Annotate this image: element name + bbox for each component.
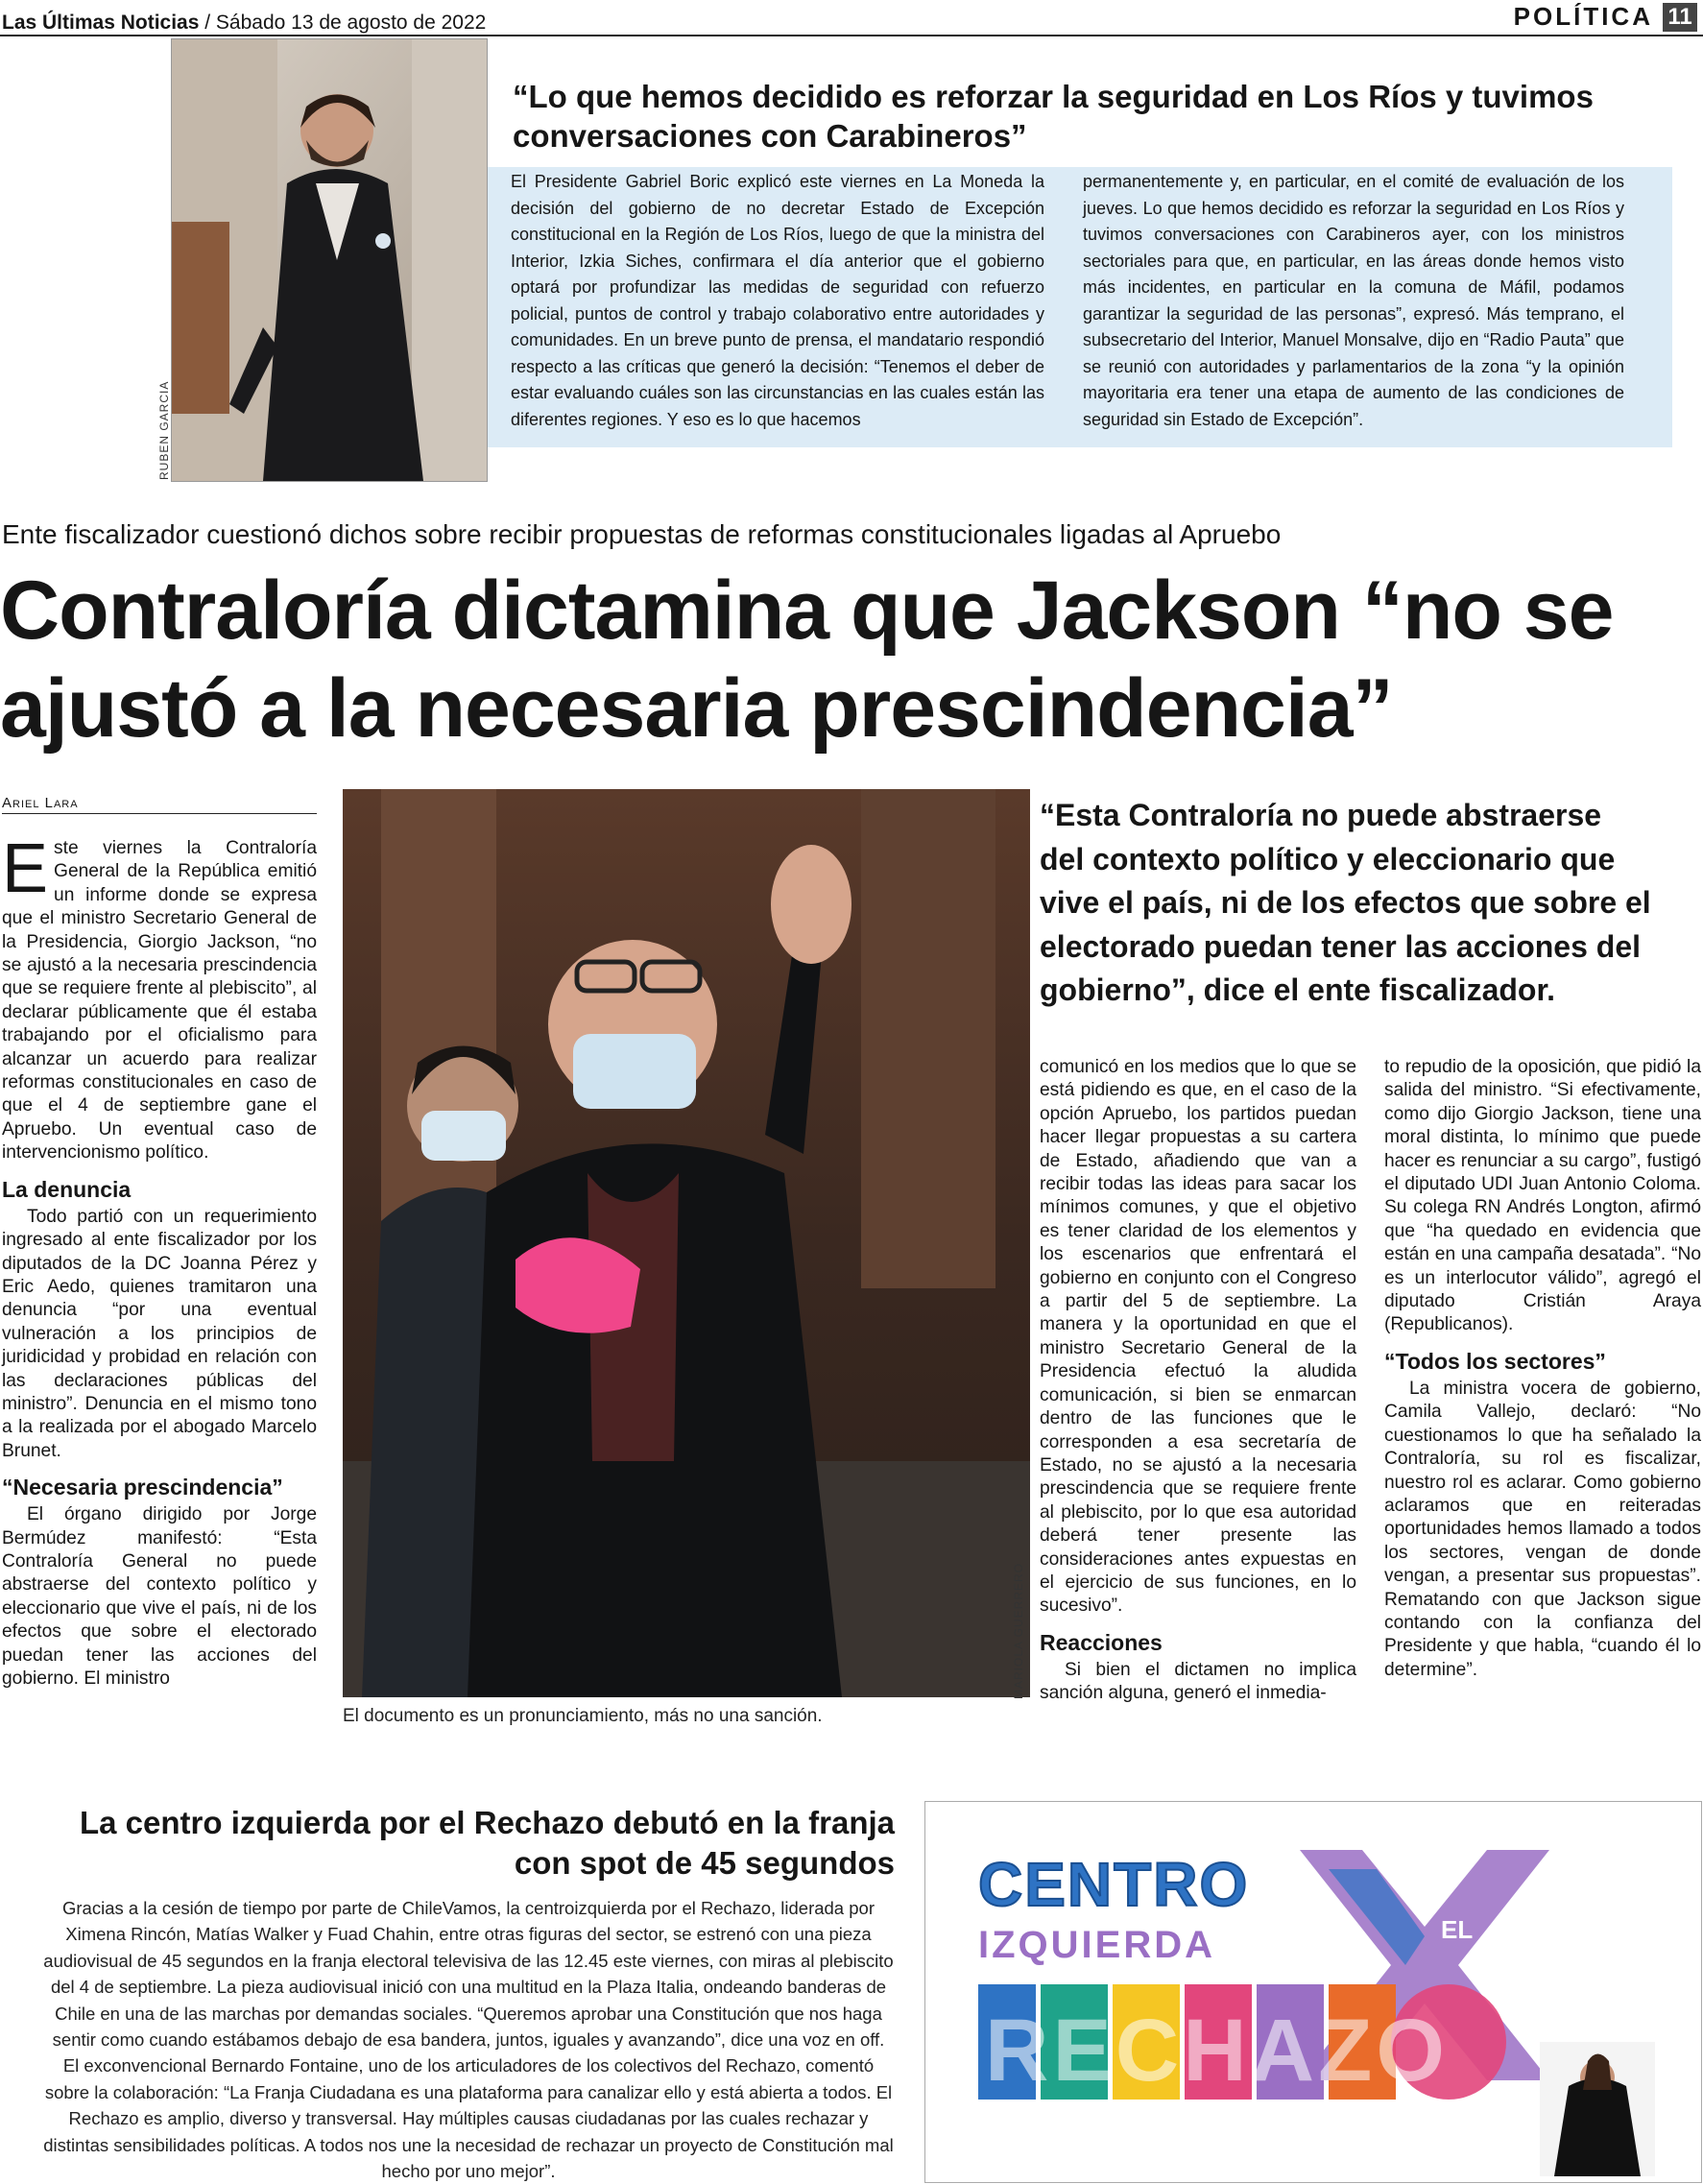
section-name: POLÍTICA (1513, 2, 1653, 31)
paragraph: ste viernes la Contraloría General de la República emitió un informe donde se expresa que el ministro Secretario General de la Presidencia, Giorgio Jackson, “no se ajustó a la necesaria prescindencia que se requiere frente al plebiscito”, al declarar públicamente que él estaba trabajando por el oficialismo para alcanzar un acuerdo para realizar reformas constitucionales en caso de que el 4 de septiembre gane el Apruebo. Un eventual caso de intervencionismo político. (2, 838, 317, 1164)
photo-credit: MARIOLA GUERRERO (1012, 1562, 1025, 1699)
logo-line-3: RECHAZO (985, 2002, 1449, 2100)
top-story-col-2: permanentemente y, en particular, en el comité de evaluación de los jueves. Lo que hemos decidido es reforzar la seguridad en Los Ríos y tuvimos conversaciones con Carabineros ayer, con los ministros sectoriales para que, en particular, en las áreas donde hemos visto más incidentes, en particular en la comuna de Máfil, podamos garantizar la seguridad de las personas”, expresó. Más temprano, el subsecretario del Interior, Manuel Monsalve, dijo en “Radio Pauta” que se reunió con autoridades y parlamentarios de la zona “y la opinión mayoritaria era tener una etapa de aumento de las condiciones de seguridad sin Estado de Excepción”. (1083, 172, 1624, 429)
bottom-story-title: La centro izquierda por el Rechazo debutó en la franja con spot de 45 segundos (80, 1805, 895, 1881)
masthead: Las Últimas Noticias / Sábado 13 de agosto de 2022 (2, 12, 487, 34)
subhead: “Necesaria prescindencia” (2, 1475, 283, 1500)
paragraph: La ministra vocera de gobierno, Camila Vallejo, declaró: “No cuestionamos lo que ha señalado la Contraloría, su rol es fiscalizar, nuestro rol es aclarar. Como gobierno aclaramos que en reiteradas oportunidades hemos llamado a todos los sectores, vengan de donde vengan, a presentar sus propuestas”. Rematando con que Jackson sigue contando con la confianza del Presidente y que habla, “cuando él lo determine”. (1384, 1378, 1701, 1680)
rechazo-ad (924, 1801, 1702, 2183)
photo-caption: El documento es un pronunciamiento, más no una sanción. (343, 1706, 823, 1726)
subhead: “Todos los sectores” (1384, 1348, 1606, 1374)
body-column-3 (1384, 1056, 1701, 1682)
bottom-story-body: Gracias a la cesión de tiempo por parte de ChileVamos, la centroizquierda por el Rechazo, liderada por Ximena Rincón, Matías Walker y Fuad Chahin, entre otras figuras del sector, se estrenó con una pieza audiovisual de 45 segundos en la franja electoral televisiva de las 12.45 este viernes, con miras al plebiscito del 4 de septiembre. La pieza audiovisual inició con una multitud en la Plaza Italia, ondeando banderas de Chile en una de las marchas por demandas sociales. “Queremos aprobar una Constitución que nos haga sentir como cuando estábamos debajo de esa bandera, juntos, iguales y avanzando”, dice una voz en off. El exconvencional Bernardo Fontaine, uno de los articuladores de los colectivos del Rechazo, comentó sobre la colaboración: “La Franja Ciudadana es una plataforma para canalizar ello y está abierta a todos. El Rechazo es amplio, diverso y transversal. Hay múltiples causas ciudadanas por las cuales rechazar y distintas sensibilidades políticas. A todos nos une la necesidad de rechazar un proyecto de Constitución mal hecho por uno mejor”. (43, 1898, 894, 2182)
kicker: Ente fiscalizador cuestionó dichos sobre recibir propuestas de reformas constitucionales ligadas al Apruebo (2, 519, 1282, 549)
logo-x-label: EL (1441, 1915, 1474, 1944)
top-story-title: “Lo que hemos decidido es reforzar la seguridad en Los Ríos y tuvimos conversaciones con Carabineros” (513, 79, 1594, 154)
subhead: La denuncia (2, 1176, 132, 1202)
paragraph: comunicó en los medios que lo que se está pidiendo es que, en el caso de la opción Apruebo, los partidos puedan hacer llegar propuestas a su cartera de Estado, añadiendo que van a recibir todas las ideas para sacar los mínimos comunes, y que el objetivo es tener claridad de los elementos y los escenarios que enfrentará el gobierno en conjunto con el Congreso a partir del 5 de septiembre. La manera y la oportunidad en que el ministro Secretario General de la Presidencia efectuó la aludida comunicación, si bien se enmarcan dentro de las funciones que le corresponden a esa secretaría de Estado, no se ajustó a la necesaria prescindencia que se requiere frente al plebiscito, por lo que esa autoridad deberá tener presente las consideraciones antes expuestas en el ejercicio de sus funciones, en lo sucesivo”. (1040, 1057, 1356, 1617)
rechazo-logo (925, 1802, 1701, 2182)
drop-cap: E (2, 830, 49, 907)
pull-quote: “Esta Contraloría no puede abstraerse del contexto político y eleccionario que vive el país, ni de los efectos que sobre el electorado puedan tener las acciones del gobierno”, dice el ente fiscalizador. (1040, 798, 1651, 1007)
logo-line-2: IZQUIERDA (978, 1924, 1215, 1966)
paragraph: Todo partió con un requerimiento ingresado al ente fiscalizador por los diputados de la DC Joanna Pérez y Eric Aedo, quienes tramitaron una denuncia “por una eventual vulneración a los principios de juridicidad y probidad en relación con las declaraciones públicas del ministro”. Denuncia en el mismo tono a la realizada por el abogado Marcelo Brunet. (2, 1206, 317, 1461)
page-number: 11 (1663, 3, 1697, 32)
body-column-1 (2, 830, 317, 1691)
top-story-box (488, 167, 1672, 447)
issue-date: Sábado 13 de agosto de 2022 (215, 12, 487, 34)
body-column-2 (1040, 1056, 1356, 1706)
paragraph: to repudio de la oposición, que pidió la salida del ministro. “Si efectivamente, como dijo Giorgio Jackson, tiene una moral distinta, lo mínimo que puede hacer es renunciar a su cargo”, fustigó el diputado UDI Juan Antonio Coloma. Su colega RN Andrés Longton, afirmó que “ha quedado en evidencia que están en una campaña desatada”. “No es un interlocutor válido”, agregó el diputado Cristián Araya (Republicanos). (1384, 1057, 1701, 1335)
subhead: Reacciones (1040, 1629, 1163, 1655)
top-story-col-1: El Presidente Gabriel Boric explicó este viernes en La Moneda la decisión del gobierno de no decretar Estado de Excepción constitucional en la Región de Los Ríos, luego de que la ministra del Interior, Izkia Siches, confirmara el día anterior que el gobierno optará por profundizar las medidas de seguridad con refuerzo policial, puntos de control y trabajo colaborativo entre autoridades y comunidades. En un breve punto de prensa, el mandatario respondió respecto a las críticas que generó la decisión: “Tenemos el deber de estar evaluando cuáles son las circunstancias en las cuales están las diferentes regiones. Y eso es lo que hacemos (511, 172, 1044, 429)
jackson-photo (343, 789, 1030, 1697)
byline: Ariel Lara (2, 795, 317, 814)
header-rule (0, 35, 1703, 36)
headline: Contraloría dictamina que Jackson “no se ajustó a la necesaria prescindencia” (0, 564, 1614, 755)
photo-credit: RUBEN GARCIA (157, 380, 171, 480)
paragraph: El órgano dirigido por Jorge Bermúdez manifestó: “Esta Contraloría General no puede abstraerse del contexto político y eleccionario que vive el país, ni de los efectos que sobre el electorado puedan tener las acciones del gobierno. El ministro (2, 1504, 317, 1689)
paragraph: Si bien el dictamen no implica sanción alguna, generó el inmedia- (1040, 1659, 1356, 1704)
paper-name: Las Últimas Noticias (2, 12, 200, 34)
boric-photo (171, 38, 488, 482)
logo-line-1: CENTRO (978, 1850, 1250, 1919)
